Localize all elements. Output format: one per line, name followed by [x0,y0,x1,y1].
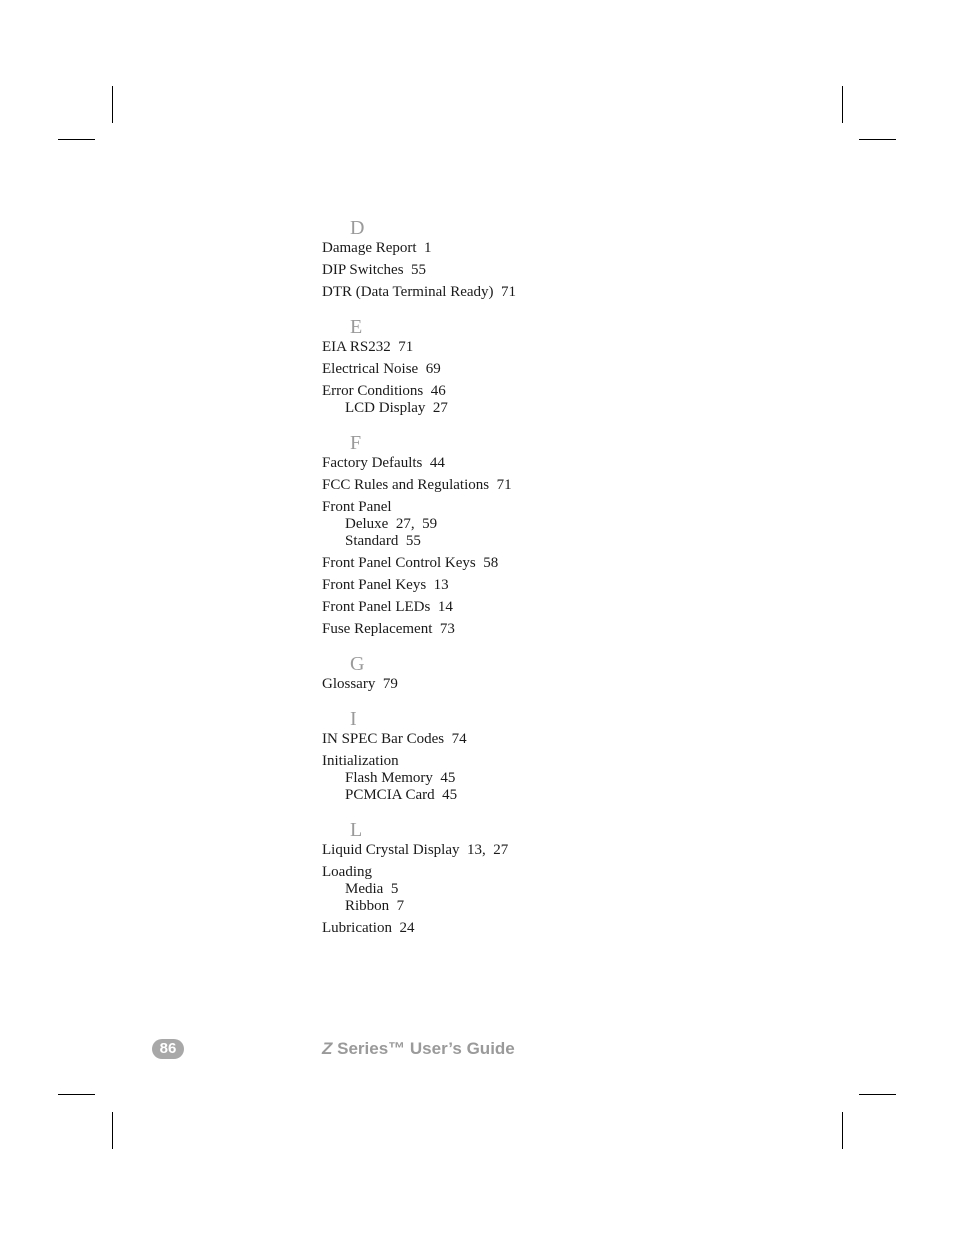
section-letter: F [350,432,362,454]
section-letter: E [350,316,363,338]
index-subterm: PCMCIA Card 45 [345,787,458,803]
crop-mark [112,1112,113,1149]
guide-title [322,1037,515,1061]
index-term: DTR (Data Terminal Ready) 71 [322,284,517,300]
index-term: Factory Defaults 44 [322,455,445,471]
page-number-badge: 86 [152,1039,184,1059]
index-entry [322,477,742,494]
crop-mark [842,1112,843,1149]
index-entry [322,753,742,804]
index-subterm: Media 5 [345,881,399,897]
index-term: EIA RS232 71 [322,339,414,355]
index-term: Glossary 79 [322,676,398,692]
section-letter: L [350,819,363,841]
index-term: Error Conditions 46 [322,383,446,399]
crop-mark [859,1094,896,1095]
index-entry [322,920,742,937]
crop-mark [842,86,843,123]
index-entry [322,842,742,859]
index-entry [322,361,742,378]
index-entry [322,499,742,550]
index-entry [322,339,742,356]
index-term: Loading [322,864,372,880]
index-entry [322,555,742,572]
index-entry [322,676,742,693]
index-term: Front Panel [322,499,392,515]
section-letter: I [350,708,357,730]
index-subterm: LCD Display 27 [345,400,448,416]
index-term: Liquid Crystal Display 13, 27 [322,842,509,858]
index-subterm: Deluxe 27, 59 [345,516,438,532]
index-subterm: Standard 55 [345,533,421,549]
index-section [322,818,742,937]
crop-mark [859,139,896,140]
index-entry [322,284,742,301]
index-entry [322,577,742,594]
index-term: Front Panel Control Keys 58 [322,555,499,571]
index-section [322,652,742,693]
index-section [322,431,742,638]
index-term: Front Panel Keys 13 [322,577,449,593]
crop-mark [58,139,95,140]
section-letter: D [350,217,365,239]
index-term: DIP Switches 55 [322,262,427,278]
index-entry [322,731,742,748]
index-list [322,216,742,951]
index-entry [322,455,742,472]
guide-title-z: Z [322,1039,333,1058]
index-entry [322,621,742,638]
index-term: Lubrication 24 [322,920,415,936]
index-entry [322,864,742,915]
index-term: Damage Report 1 [322,240,432,256]
index-subterm: Ribbon 7 [345,898,405,914]
index-subterm: Flash Memory 45 [345,770,456,786]
crop-mark [112,86,113,123]
index-section [322,707,742,804]
crop-mark [58,1094,95,1095]
index-section [322,216,742,301]
index-entry [322,383,742,417]
index-term: Fuse Replacement 73 [322,621,455,637]
guide-title-rest: Series™ User’s Guide [332,1039,515,1058]
index-entry [322,599,742,616]
section-letter: G [350,653,365,675]
page-footer [152,1037,652,1061]
index-term: IN SPEC Bar Codes 74 [322,731,467,747]
index-term: Initialization [322,753,399,769]
index-section [322,315,742,417]
index-term: Front Panel LEDs 14 [322,599,453,615]
index-term: Electrical Noise 69 [322,361,441,377]
index-entry [322,240,742,257]
index-entry [322,262,742,279]
index-term: FCC Rules and Regulations 71 [322,477,512,493]
